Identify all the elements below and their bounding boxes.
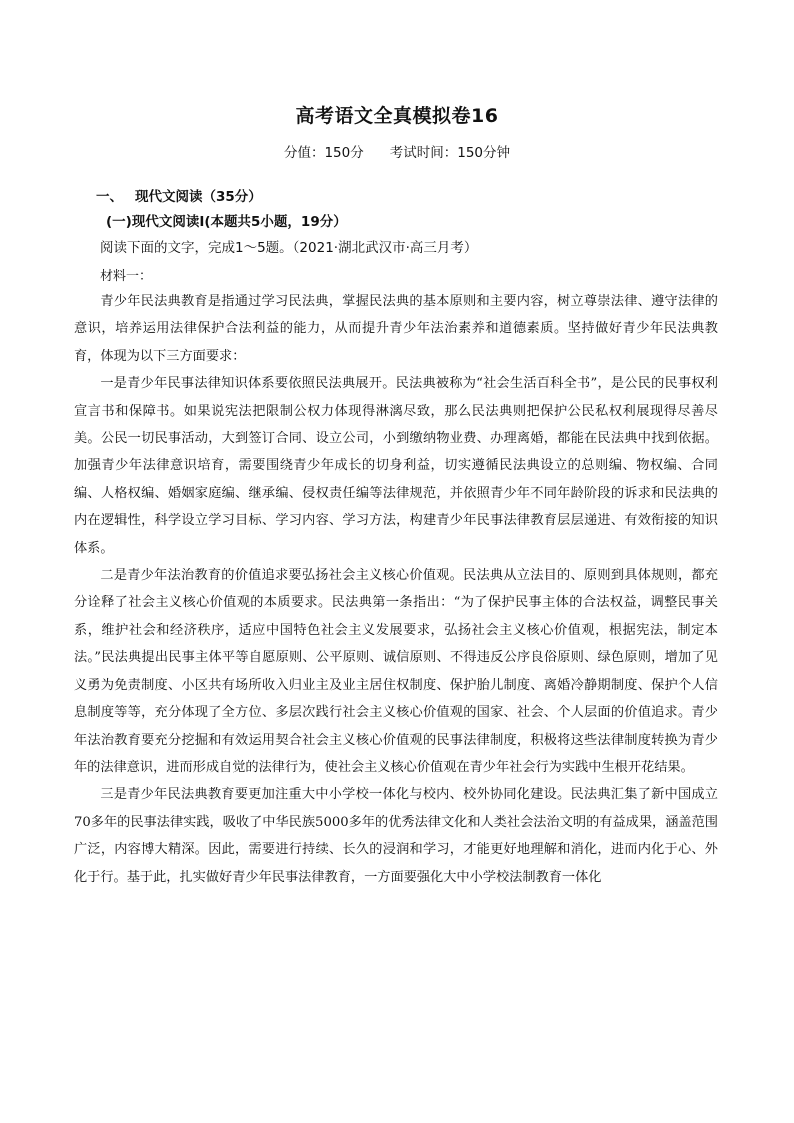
exam-info (0, 141, 794, 161)
exam-score: 分值：150分 (283, 145, 364, 161)
section-heading (96, 185, 262, 205)
paragraph-2: 一是青少年民事法律知识体系要依照民法典展开。民法典被称为“社会生活百科全书”，是公民的民事权利宣言书和保障书。如果说宪法把限制公权力体现得淋漓尽致，那么民法典则把保护公民私权利展现得尽善尽美。公民一切民事活动，大到签订合同、设立公司，小到缴纳物业费、办理离婚，都能在民法典中找到依据。加强青少年法律意识培育，需要围绕青少年成长的切身利益，切实遵循民法典设立的总则编、物权编、合同编、人格权编、婚姻家庭编、继承编、侵权责任编等法律规范，并依照青少年不同年龄阶段的诉求和民法典的内在逻辑性，科学设立学习目标、学习内容、学习方法，构建青少年民事法律教育层层递进、有效衔接的知识体系。 (74, 376, 718, 556)
passage-body (74, 288, 718, 891)
exam-time: 考试时间：150分钟 (389, 145, 511, 161)
material-label: 材料一： (100, 269, 153, 284)
subsection-heading: (一)现代文阅读Ⅰ(本题共5小题，19分） (106, 214, 347, 230)
reading-instruction: 阅读下面的文字，完成1～5题。（2021·湖北武汉市·高三月考） (100, 240, 478, 256)
page-title: 高考语文全真模拟卷16 (295, 105, 499, 127)
section-title: 现代文阅读（35分） (135, 189, 262, 205)
paragraph-1: 青少年民法典教育是指通过学习民法典，掌握民法典的基本原则和主要内容，树立尊崇法律、遵守法律的意识，培养运用法律保护合法利益的能力，从而提升青少年法治素养和道德素质。坚持做好青少年民法典教育，体现为以下三方面要求： (74, 294, 718, 364)
paragraph-3: 二是青少年法治教育的价值追求要弘扬社会主义核心价值观。民法典从立法目的、原则到具体规则，都充分诠释了社会主义核心价值观的本质要求。民法典第一条指出：“为了保护民事主体的合法权益，调整民事关系，维护社会和经济秩序，适应中国特色社会主义发展要求，弘扬社会主义核心价值观，根据宪法，制定本法。”民法典提出民事主体平等自愿原则、公平原则、诚信原则、不得违反公序良俗原则、绿色原则，增加了见义勇为免责制度、小区共有场所收入归业主及业主居住权制度、保护胎儿制度、离婚冷静期制度、保护个人信息制度等等，充分体现了全方位、多层次践行社会主义核心价值观的国家、社会、个人层面的价值追求。青少年法治教育要充分挖掘和有效运用契合社会主义核心价值观的民事法律制度，积极将这些法律制度转换为青少年的法律意识，进而形成自觉的法律行为，使社会主义核心价值观在青少年社会行为实践中生根开花结果。 (74, 568, 718, 775)
section-number: 一、 (96, 189, 123, 205)
paragraph-4: 三是青少年民法典教育要更加注重大中小学校一体化与校内、校外协同化建设。民法典汇集了新中国成立70多年的民事法律实践，吸收了中华民族5000多年的优秀法律文化和人类社会法治文明的有益成果，涵盖范围广泛，内容博大精深。因此，需要进行持续、长久的浸润和学习，才能更好地理解和消化，进而内化于心、外化于行。基于此，扎实做好青少年民事法律教育，一方面要强化大中小学校法制教育一体化 (74, 787, 718, 885)
